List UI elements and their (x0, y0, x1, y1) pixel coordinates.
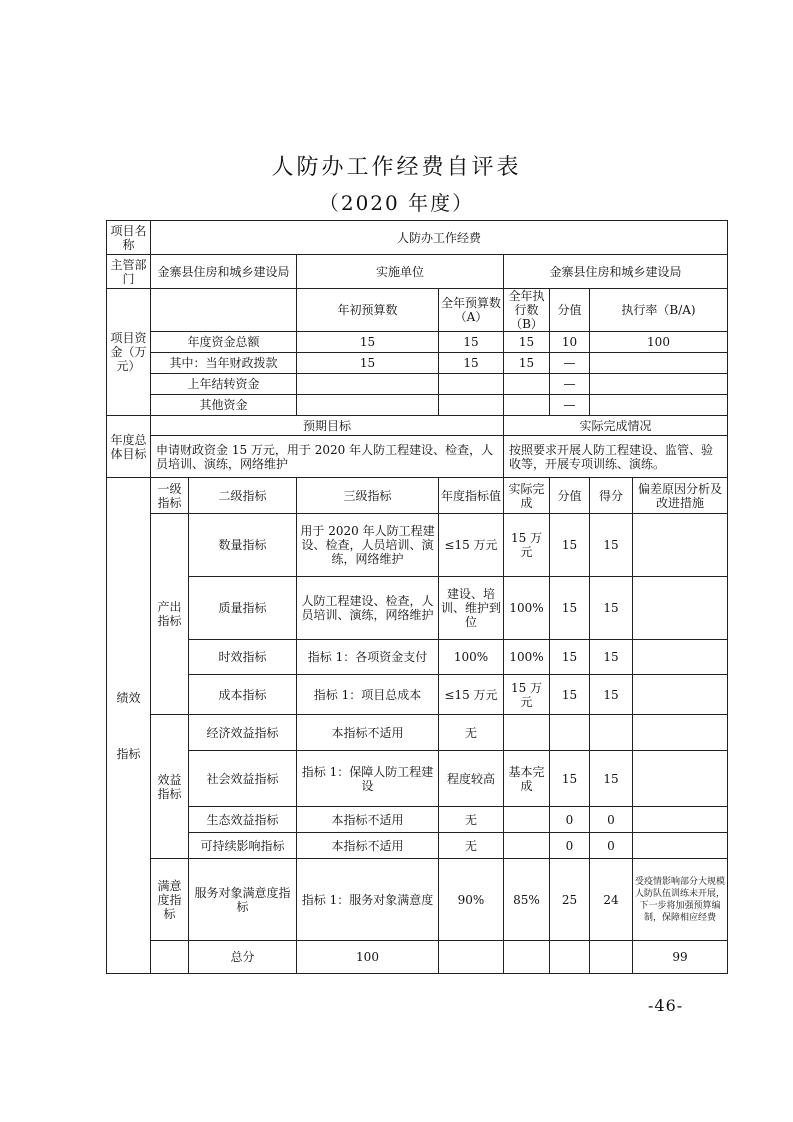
satisfaction-l2: 服务对象满意度指标 (189, 859, 297, 941)
funds-row-rate (590, 353, 728, 374)
perf-row (107, 577, 728, 640)
funds-row (107, 353, 728, 374)
perf-got: 15 (590, 514, 633, 577)
perf-note (633, 715, 728, 751)
perf-target: 程度较高 (439, 751, 504, 807)
perf-target: 100% (439, 640, 504, 675)
goals-label: 年度总体目标 (107, 416, 151, 478)
perf-l3: 指标 1：各项资金支付 (297, 640, 439, 675)
perf-note (633, 577, 728, 640)
perf-score: 15 (550, 675, 590, 715)
perf-score: 15 (550, 577, 590, 640)
perf-score (550, 715, 590, 751)
perf-note (633, 514, 728, 577)
project-name-value: 人防办工作经费 (151, 221, 728, 255)
perf-header-l2: 二级指标 (189, 478, 297, 514)
perf-got (590, 715, 633, 751)
perf-l2: 生态效益指标 (189, 807, 297, 833)
department-row (107, 255, 728, 289)
funds-row-executed (504, 395, 550, 416)
perf-l2: 数量指标 (189, 514, 297, 577)
funds-row-initial: 15 (297, 332, 439, 353)
perf-row (107, 675, 728, 715)
perf-target: 无 (439, 833, 504, 859)
perf-header-row (107, 478, 728, 514)
funds-row-initial (297, 395, 439, 416)
perf-target: ≤15 万元 (439, 514, 504, 577)
perf-note (633, 833, 728, 859)
funds-row-score: — (550, 395, 590, 416)
funds-row-name: 其他资金 (151, 395, 297, 416)
project-name-label: 项目名称 (107, 221, 151, 255)
perf-actual (504, 807, 550, 833)
funds-header-row (107, 289, 728, 332)
perf-actual: 100% (504, 640, 550, 675)
dept-value: 金寨县住房和城乡建设局 (151, 255, 297, 289)
output-label: 产出指标 (151, 514, 189, 715)
total-blank (151, 941, 189, 974)
funds-row-rate (590, 374, 728, 395)
satisfaction-l3: 指标 1：服务对象满意度 (297, 859, 439, 941)
perf-row (107, 640, 728, 675)
perf-got: 0 (590, 807, 633, 833)
perf-actual: 100% (504, 577, 550, 640)
perf-header-score: 分值 (550, 478, 590, 514)
perf-target: 建设、培训、维护到位 (439, 577, 504, 640)
perf-l2: 可持续影响指标 (189, 833, 297, 859)
total-empty (504, 941, 550, 974)
perf-actual: 15 万元 (504, 514, 550, 577)
funds-row-score: 10 (550, 332, 590, 353)
perf-note (633, 675, 728, 715)
project-name-row (107, 221, 728, 255)
perf-row (107, 833, 728, 859)
perf-l3: 人防工程建设、检查，人员培训、演练，网络维护 (297, 577, 439, 640)
satisfaction-note: 受疫情影响部分大规模人防队伍训练未开展，下一步将加强预算编制，保障相应经费 (633, 859, 728, 941)
funds-label: 项目资金（万元） (107, 289, 151, 416)
total-label: 总分 (189, 941, 297, 974)
perf-score: 15 (550, 751, 590, 807)
perf-l3: 指标 1：项目总成本 (297, 675, 439, 715)
perf-actual (504, 833, 550, 859)
funds-header-executed: 全年执行数（B） (504, 289, 550, 332)
benefit-label: 效益指标 (151, 715, 189, 859)
perf-row (107, 807, 728, 833)
funds-row-name: 其中：当年财政拨款 (151, 353, 297, 374)
perf-l3: 本指标不适用 (297, 807, 439, 833)
perf-target: ≤15 万元 (439, 675, 504, 715)
total-empty (439, 941, 504, 974)
perf-got: 15 (590, 675, 633, 715)
perf-note (633, 807, 728, 833)
satisfaction-actual: 85% (504, 859, 550, 941)
funds-row-initial (297, 374, 439, 395)
perf-l2: 质量指标 (189, 577, 297, 640)
funds-row-executed (504, 374, 550, 395)
satisfaction-got: 24 (590, 859, 633, 941)
perf-score: 15 (550, 640, 590, 675)
total-score: 100 (297, 941, 439, 974)
perf-label (107, 478, 151, 974)
funds-row-name: 上年结转资金 (151, 374, 297, 395)
perf-label-part2: 指标 (116, 746, 141, 761)
self-evaluation-table (106, 220, 728, 974)
goals-content-row (107, 436, 728, 478)
funds-row-rate (590, 395, 728, 416)
funds-header-score: 分值 (550, 289, 590, 332)
funds-row-name: 年度资金总额 (151, 332, 297, 353)
perf-score: 0 (550, 807, 590, 833)
page-number: -46- (648, 996, 684, 1015)
perf-got: 15 (590, 751, 633, 807)
perf-got: 15 (590, 640, 633, 675)
dept-label: 主管部门 (107, 255, 151, 289)
funds-header-rate: 执行率（B/A) (590, 289, 728, 332)
perf-actual: 15 万元 (504, 675, 550, 715)
goals-actual-label: 实际完成情况 (504, 416, 728, 436)
funds-row (107, 374, 728, 395)
perf-row (107, 715, 728, 751)
perf-row (107, 751, 728, 807)
perf-got: 15 (590, 577, 633, 640)
perf-target: 无 (439, 715, 504, 751)
perf-header-note: 偏差原因分析及改进措施 (633, 478, 728, 514)
perf-label-part1: 绩效 (116, 690, 141, 705)
perf-header-l3: 三级指标 (297, 478, 439, 514)
goals-expected-label: 预期目标 (151, 416, 504, 436)
perf-l3: 用于 2020 年人防工程建设、检查，人员培训、演练，网络维护 (297, 514, 439, 577)
funds-row (107, 395, 728, 416)
perf-actual (504, 715, 550, 751)
satisfaction-target: 90% (439, 859, 504, 941)
perf-score: 0 (550, 833, 590, 859)
funds-header-blank (151, 289, 297, 332)
funds-row-budget: 15 (439, 353, 504, 374)
total-empty (590, 941, 633, 974)
funds-row-rate: 100 (590, 332, 728, 353)
goals-expected-text: 申请财政资金 15 万元，用于 2020 年人防工程建设、检查，人员培训、演练，网络维护 (151, 436, 504, 478)
perf-score: 15 (550, 514, 590, 577)
funds-row-initial: 15 (297, 353, 439, 374)
funds-row-executed: 15 (504, 332, 550, 353)
perf-l2: 经济效益指标 (189, 715, 297, 751)
total-got: 99 (633, 941, 728, 974)
perf-header-got: 得分 (590, 478, 633, 514)
satisfaction-score: 25 (550, 859, 590, 941)
perf-got: 0 (590, 833, 633, 859)
perf-l2: 社会效益指标 (189, 751, 297, 807)
perf-l2: 成本指标 (189, 675, 297, 715)
perf-actual: 基本完成 (504, 751, 550, 807)
satisfaction-row (107, 859, 728, 941)
goals-actual-text: 按照要求开展人防工程建设、监管、验收等，开展专项训练、演练。 (504, 436, 728, 478)
funds-row-score: — (550, 353, 590, 374)
perf-l3: 本指标不适用 (297, 715, 439, 751)
total-row (107, 941, 728, 974)
goals-header-row (107, 416, 728, 436)
perf-l2: 时效指标 (189, 640, 297, 675)
document-year: （2020 年度） (318, 191, 475, 215)
perf-target: 无 (439, 807, 504, 833)
perf-note (633, 640, 728, 675)
funds-row (107, 332, 728, 353)
funds-header-budget: 全年预算数（A） (439, 289, 504, 332)
perf-row (107, 514, 728, 577)
funds-row-budget (439, 374, 504, 395)
satisfaction-label: 满意度指标 (151, 859, 189, 941)
impl-unit-value: 金寨县住房和城乡建设局 (504, 255, 728, 289)
perf-l3: 指标 1：保障人防工程建设 (297, 751, 439, 807)
perf-header-l1: 一级指标 (151, 478, 189, 514)
perf-header-actual: 实际完成 (504, 478, 550, 514)
funds-row-budget (439, 395, 504, 416)
document-title: 人防办工作经费自评表 (271, 155, 522, 180)
funds-row-budget: 15 (439, 332, 504, 353)
funds-row-executed: 15 (504, 353, 550, 374)
funds-header-initial: 年初预算数 (297, 289, 439, 332)
perf-note (633, 751, 728, 807)
perf-header-target: 年度指标值 (439, 478, 504, 514)
funds-row-score: — (550, 374, 590, 395)
total-empty (550, 941, 590, 974)
perf-l3: 本指标不适用 (297, 833, 439, 859)
impl-unit-label: 实施单位 (297, 255, 504, 289)
